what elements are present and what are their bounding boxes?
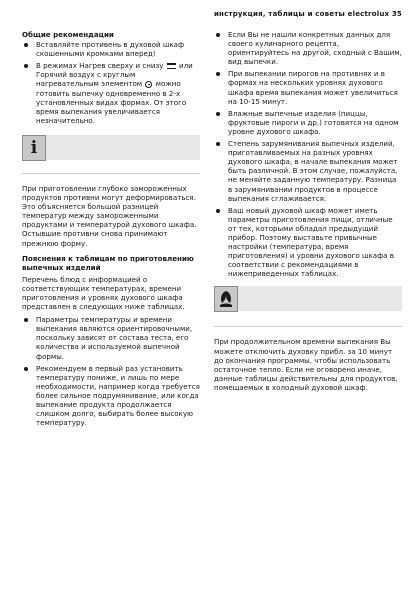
list-item-text: Ваш новый духовой шкаф может иметь параметры приготовления пищи, отличные от тех, которыми обладал предыдущий прибор. Поэтому выставьте привычные настройки (температура, время приготовления) и уровни духового шкафа в соответствии с рекомендациями в нижеприведенных таблицах.: [228, 205, 394, 279]
list-item-text: Рекомендуем в первый раз установить температуру пониже, и лишь по мере необходимости, например когда требуется более сильное подрумянивание, или когда выпекание продукта продолжается слишком долго, выбирать более высокую температуру.: [36, 363, 200, 428]
list-item-text: можно готовить выпечку одновременно в 2-х установленных видах формах. От этого время выпекания увеличивается незначительно.: [36, 79, 187, 125]
info-icon: i: [22, 135, 46, 161]
tables-explanation-list: [22, 315, 200, 427]
list-item-text: В режимах Нагрев сверху и снизу: [36, 61, 164, 71]
list-item: [22, 61, 200, 125]
general-recommendations-title: Общие рекомендации: [22, 30, 114, 39]
list-item-text: Влажные выпечные изделия (пиццы, фруктовые пироги и др.) готовятся на одном уровне духового шкафа.: [228, 108, 399, 136]
list-item: [214, 109, 402, 136]
list-item: [214, 69, 402, 105]
eco-note-shade: [238, 286, 402, 311]
eco-note-text: При продолжительном времени выпекания Вы можете отключить духовку прибл. за 10 минут до окончания программы, чтобы использовать остаточное тепло. Если не оговорено иначе, данные таблицы действительны для продуктов, помещаемых в холодный духовой шкаф.: [214, 337, 398, 392]
tables-explanation-intro: Перечень блюд с информацией о соответствующих температурах, времени приготовления и уровнях духового шкафа представлен в следующих ниже таблицах.: [22, 274, 185, 312]
general-recommendations-list: [22, 40, 200, 125]
list-item: [22, 315, 200, 360]
list-item-text: или Горячий воздух с круглым нагревательным элементом: [36, 61, 193, 89]
info-note-box: [22, 135, 200, 174]
eco-note-box: [214, 286, 402, 327]
eco-leaf-icon: [214, 286, 238, 312]
list-item-text: Если Вы не нашли конкретных данных для своего кулинарного рецепта, ориентируйтесь на другой, сходный с Вашим, вид выпечки.: [228, 30, 402, 67]
top-bottom-heat-icon: [167, 63, 176, 69]
ring-fan-icon: [145, 81, 152, 88]
list-item-text: Параметры температуры и времени выпекания являются ориентировочными, поскольку зависят от состава теста, его количества и используемой выпечной формы.: [36, 315, 193, 361]
page-header: инструкция, таблицы и советы electrolux 35: [213, 10, 402, 18]
right-column: [214, 30, 402, 396]
left-column: [22, 30, 200, 430]
list-item-text: Степень зарумянивания выпечных изделий, приготавливаемых на разных уровнях духового шкафа, в начале выпекания может быть различной. В этом случае, пожалуйста, не меняйте заданную температуру. Разница в зарумянивании продуктов в процессе выпекания сглаживается.: [228, 139, 398, 203]
info-note-shade: [46, 135, 200, 160]
baking-tips-list: [214, 30, 402, 278]
list-item: [214, 30, 402, 66]
list-item: [214, 206, 402, 279]
list-item-text: При выпекании пирогов на противнях и в формах на нескольких уровнях духового шкафа время выпекания может увеличиться на 10-15 минут.: [228, 69, 398, 106]
list-item-text: Вставляйте противень в духовой шкаф скошенными кромками вперед!: [36, 40, 185, 59]
list-item: [22, 364, 200, 428]
tables-explanation-title: Пояснения к таблицам по приготовлению выпечных изделий: [22, 253, 194, 272]
list-item: [22, 40, 200, 58]
info-note-text: При приготовлении глубоко замороженных продуктов противни могут деформироваться. Это объясняется большой разницей температур между замороженными продуктами и температурой духового шкафа. Остывшие противни снова принимают прежнюю форму.: [22, 183, 197, 248]
list-item: [214, 139, 402, 203]
